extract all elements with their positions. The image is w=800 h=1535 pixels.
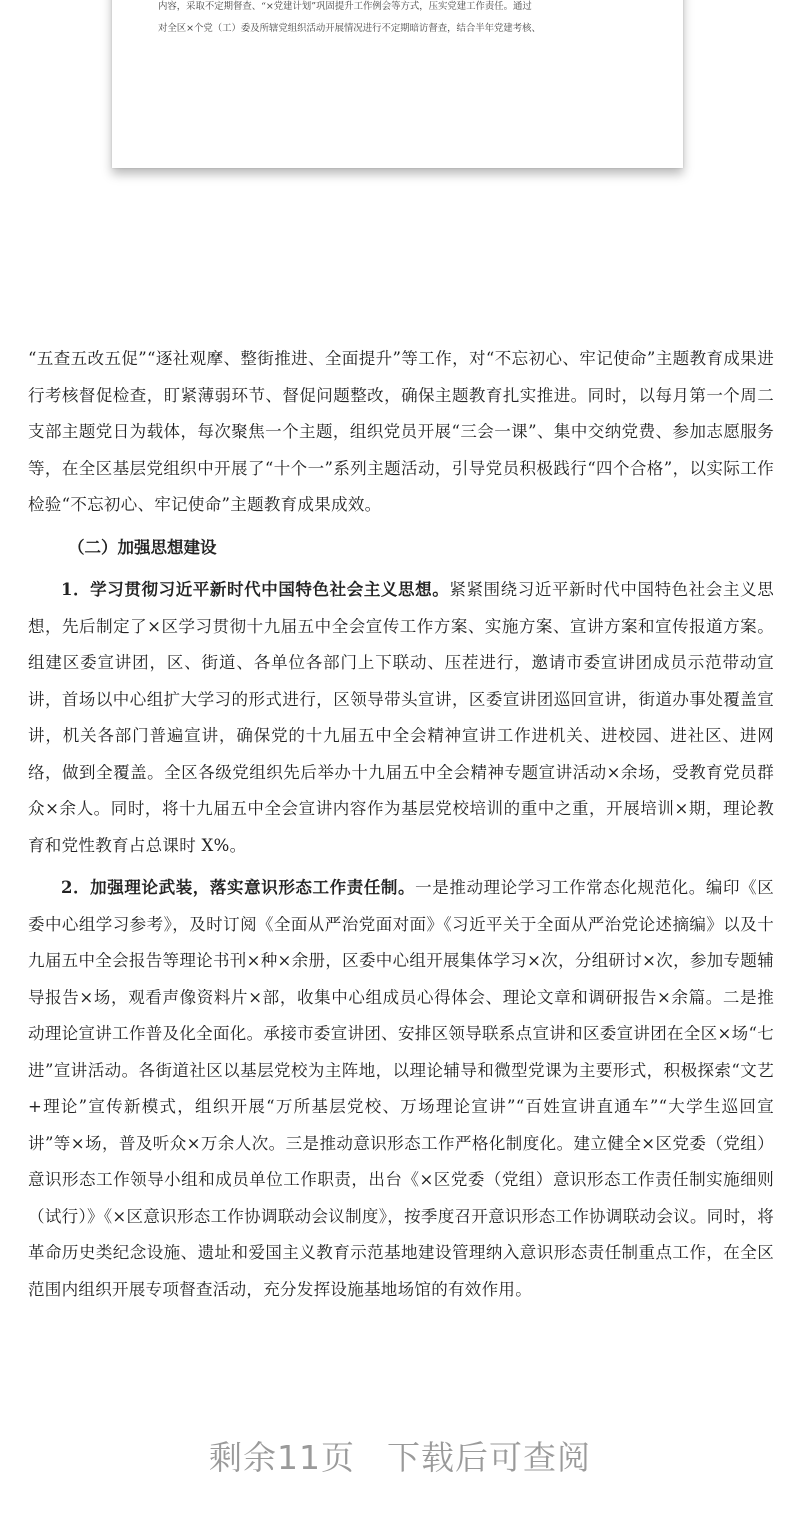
preview-line-1: 内容，采取不定期督查、“×党建计划”巩固提升工作例会等方式，压实党建工作责任。通过 [158, 1, 532, 12]
item-2-body: 一是推动理论学习工作常态化规范化。编印《区委中心组学习参考》，及时订阅《全面从严治党面对面》《习近平关于全面从严治党论述摘编》以及十九届五中全会报告等理论书刊×种×余册，区委中心组开展集体学习×次，分组研讨×次，参加专题辅导报告×场，观看声像资料片×部，收集中心组成员心得体会、理论文章和调研报告×余篇。二是推动理论宣讲工作普及化全面化。承接市委宣讲团、安排区领导联系点宣讲和区委宣讲团在全区×场“七进”宣讲活动。各街道社区以基层党校为主阵地，以理论辅导和微型党课为主要形式，积极探索“文艺+理论”宣传新模式，组织开展“万所基层党校、万场理论宣讲”“百姓宣讲直通车”“大学生巡回宣讲”等×场，普及听众×万余人次。三是推动意识形态工作严格化制度化。建立健全×区党委（党组）意识形态工作领导小组和成员单位工作职责，出台《×区党委（党组）意识形态工作责任制实施细则（试行）》《×区意识形态工作协调联动会议制度》，按季度召开意识形态工作协调联动会议。同时，将革命历史类纪念设施、遗址和爱国主义教育示范基地建设管理纳入意识形态责任制重点工作，在全区范围内组织开展专项督查活动，充分发挥设施基地场馆的有效作用。 [28, 878, 774, 1299]
paragraph-item-2 [28, 870, 774, 1308]
document-body [28, 341, 774, 1308]
remaining-pages-banner[interactable] [0, 1432, 800, 1479]
item-1-title: 1．学习贯彻习近平新时代中国特色社会主义思想。 [61, 580, 450, 599]
section-heading: （二）加强思想建设 [68, 537, 217, 557]
paragraph-1: “五查五改五促”“逐社观摩、整街推进、全面提升”等工作，对“不忘初心、牢记使命”主题教育成果进行考核督促检查，盯紧薄弱环节、督促问题整改，确保主题教育扎实推进。同时，以每月第一个周二支部主题党日为载体，每次聚焦一个主题，组织党员开展“三会一课”、集中交纳党费、参加志愿服务等，在全区基层党组织中开展了“十个一”系列主题活动，引导党员积极践行“四个合格”，以实际工作检验“不忘初心、牢记使命”主题教育成果成效。 [28, 349, 774, 514]
preview-page-card [112, 0, 683, 168]
remaining-pages-label: 剩余11页 [209, 1438, 355, 1477]
item-2-title: 2．加强理论武装，落实意识形态工作责任制。 [61, 878, 416, 897]
preview-line-2: 对全区×个党（工）委及所辖党组织活动开展情况进行不定期暗访督查，结合半年党建考核、 [158, 23, 541, 34]
download-to-view-label: 下载后可查阅 [387, 1438, 591, 1477]
paragraph-item-1 [28, 572, 774, 864]
item-1-body: 紧紧围绕习近平新时代中国特色社会主义思想，先后制定了×区学习贯彻十九届五中全会宣传工作方案、实施方案、宣讲方案和宣传报道方案。组建区委宣讲团，区、街道、各单位各部门上下联动、压茬进行，邀请市委宣讲团成员示范带动宣讲，首场以中心组扩大学习的形式进行，区领导带头宣讲，区委宣讲团巡回宣讲，街道办事处覆盖宣讲，机关各部门普遍宣讲，确保党的十九届五中全会精神宣讲工作进机关、进校园、进社区、进网络，做到全覆盖。全区各级党组织先后举办十九届五中全会精神专题宣讲活动×余场，受教育党员群众×余人。同时，将十九届五中全会宣讲内容作为基层党校培训的重中之重，开展培训×期，理论教育和党性教育占总课时 X%。 [28, 580, 774, 855]
